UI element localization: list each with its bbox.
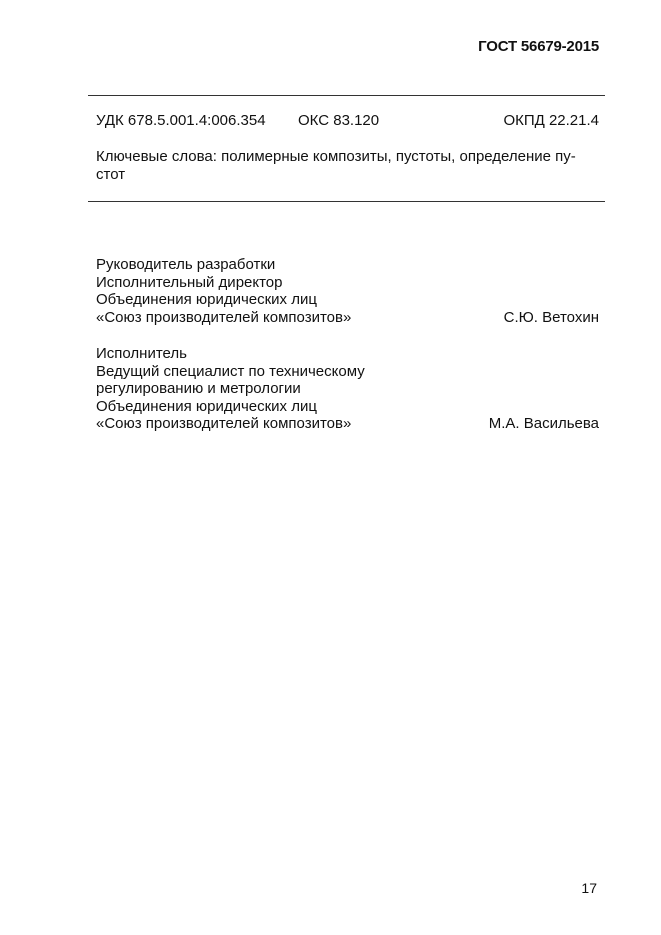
developer-signature-row xyxy=(96,309,599,327)
okpd-code: ОКПД 22.21.4 xyxy=(503,112,599,129)
keywords xyxy=(96,148,599,184)
executor-org-name: «Союз производителей композитов» xyxy=(96,415,352,432)
executor-org-type: Объединения юридических лиц xyxy=(96,397,317,415)
developer-org-type: Объединения юридических лиц xyxy=(96,291,317,308)
standard-code: ГОСТ 56679-2015 xyxy=(478,38,599,55)
executor-signature: М.А. Васильева xyxy=(488,415,599,432)
executor-position-cont: регулированию и метрологии xyxy=(96,380,301,397)
executor-block xyxy=(96,345,599,433)
bottom-divider xyxy=(88,201,605,202)
developer-role: Руководитель разработки xyxy=(96,256,276,273)
keywords-line-1: Ключевые слова: полимерные композиты, пустоты, определение пу- xyxy=(96,148,576,165)
developer-position: Исполнительный директор xyxy=(96,273,283,291)
keywords-line-2: стот xyxy=(96,166,126,183)
oks-code: ОКС 83.120 xyxy=(298,112,380,129)
executor-role: Исполнитель xyxy=(96,345,187,362)
top-divider xyxy=(88,95,605,96)
classification-row xyxy=(96,112,599,132)
page-number: 17 xyxy=(581,880,597,896)
developer-org-name: «Союз производителей композитов» xyxy=(96,308,352,326)
udk-code: УДК 678.5.001.4:006.354 xyxy=(96,112,266,129)
developer-signature: С.Ю. Ветохин xyxy=(503,308,599,326)
executor-signature-row xyxy=(96,415,599,433)
executor-position: Ведущий специалист по техническому xyxy=(96,362,365,380)
developer-head-block xyxy=(96,256,599,326)
